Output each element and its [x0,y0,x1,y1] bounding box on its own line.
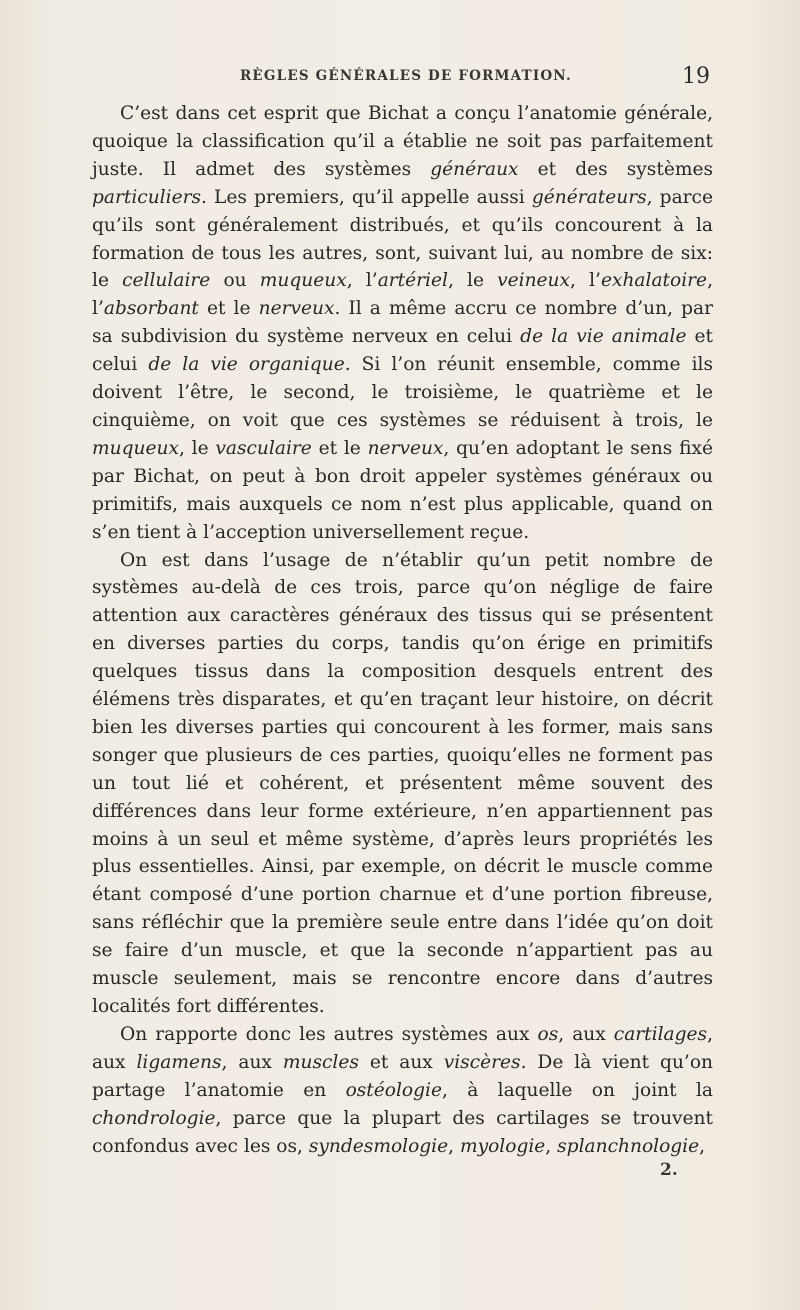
italic-term: splanchnologie [557,1135,700,1157]
page-number: 19 [682,64,710,89]
italic-term: généraux [430,158,519,180]
text-run: , qu’en adoptant le sens fixé par Bichat, on peut à bon droit appeler systèmes généraux ou primitifs, mais auxquels ce nom n’est plus applicable, quand on s’en tient à l’acception universellement reçue. [92,437,713,543]
text-run: , le [178,437,216,459]
text-run: , [448,1135,460,1157]
italic-term: générateurs [531,186,647,208]
italic-term: exhalatoire [600,270,708,292]
italic-term: muqueux [259,270,347,292]
italic-term: cartilages [613,1023,708,1045]
text-run: et le [198,298,259,320]
text-run: , aux [221,1051,283,1073]
italic-term: artériel [377,270,448,292]
italic-term: chondrologie [92,1107,216,1129]
text-run: , à laquelle on joint la [441,1079,713,1101]
text-run: , aux [92,1023,714,1073]
italic-term: cellulaire [122,270,211,292]
text-run: , l’ [92,270,713,320]
body-text [92,100,713,1160]
paragraph [92,1021,713,1161]
italic-term: absorbant [103,298,199,320]
text-run: , parce qu’ils sont généralement distribués, et qu’ils concourent à la formation de tous les autres, sont, suivant lui, au nombre de six: le [92,186,713,292]
running-head: RÈGLES GÉNÉRALES DE FORMATION. [240,68,572,84]
italic-term: vasculaire [215,437,312,459]
italic-term: nerveux [258,298,335,320]
text-run: . Il a même accru ce nombre d’un, par sa subdivision du système nerveux en celui [92,298,713,348]
paragraph [92,547,713,1021]
italic-term: de la vie organique [148,354,345,376]
italic-term: myologie [459,1135,546,1157]
text-run: On rapporte donc les autres systèmes aux [120,1023,538,1045]
italic-term: de la vie animale [520,326,687,348]
text-run: , l’ [346,270,378,292]
text-run: , l’ [570,270,601,292]
text-run: et des systèmes [518,158,713,180]
text-run: et le [311,437,368,459]
text-run: et celui [92,326,713,376]
italic-term: muscles [282,1051,359,1073]
italic-term: nerveux [367,437,444,459]
page-header [90,64,710,90]
italic-term: muqueux [92,437,179,459]
text-run: . Si l’on réunit ensemble, comme ils doivent l’être, le second, le troisième, le quatrième et le cinquième, on voit que ces systèmes se réduisent à trois, le [92,354,714,431]
italic-term: viscères [443,1051,521,1073]
italic-term: ostéologie [345,1079,442,1101]
paragraph [92,100,713,547]
text-run: C’est dans cet esprit que Bichat a conçu l’anatomie générale, quoique la classification qu’il a établie ne soit pas parfaitement juste. Il admet des systèmes [92,103,713,180]
text-run: , [545,1135,558,1157]
italic-term: ligamens [136,1051,222,1073]
text-run: , [699,1135,706,1157]
signature-mark: 2. [660,1160,678,1180]
text-run: , le [447,270,498,292]
text-run: ou [210,270,260,292]
text-run: . De là vient qu’on partage l’anatomie en [92,1051,713,1101]
italic-term: veineux [497,270,571,292]
text-run: On est dans l’usage de n’établir qu’un petit nombre de systèmes au-delà de ces trois, parce qu’on néglige de faire attention aux caractères généraux des tissus qui se présentent en diverses parties du corps, tandis qu’on érige en primitifs quelques tissus dans la composition desquels entrent des élémens très disparates, et qu’en traçant leur histoire, on décrit bien les diverses parties qui concourent à les former, mais sans songer que plusieurs de ces parties, quoiqu’elles ne forment pas un tout lié et cohérent, et présentent même souvent des différences dans leur forme extérieure, n’en appartiennent pas moins à un seul et même système, d’après leurs propriétés les plus essentielles. Ainsi, par exemple, on décrit le muscle comme étant composé d’une portion charnue et d’une portion fibreuse, sans réfléchir que la première seule entre dans l’idée qu’on doit se faire d’un muscle, et que la seconde n’appartient pas au muscle seulement, mais se rencontre encore dans d’autres localités fort différentes. [92,549,713,1017]
italic-term: syndesmologie [308,1135,449,1157]
text-run: , parce que la plupart des cartilages se trouvent confondus avec les os, [92,1107,713,1157]
text-run: , aux [558,1023,614,1045]
italic-term: os [537,1023,559,1045]
italic-term: particuliers [92,186,202,208]
text-run: et aux [358,1051,444,1073]
text-run: . Les premiers, qu’il appelle aussi [201,186,532,208]
